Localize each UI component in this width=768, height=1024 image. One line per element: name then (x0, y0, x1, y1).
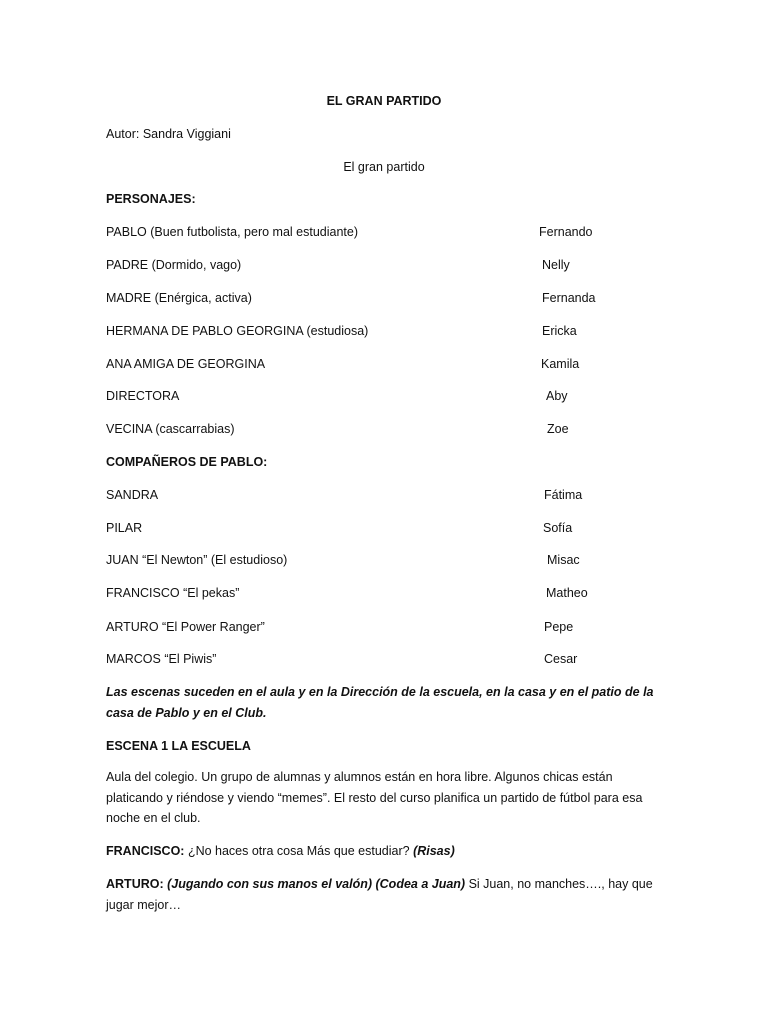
character-role: HERMANA DE PABLO GEORGINA (estudiosa) (106, 324, 369, 338)
character-role: ANA AMIGA DE GEORGINA (106, 357, 266, 371)
classmate-role: PILAR (106, 521, 143, 535)
character-actor: Ericka (542, 324, 577, 338)
dialogue-text: ¿No haces otra cosa Más que estudiar? (184, 844, 414, 858)
classmates-heading: COMPAÑEROS DE PABLO: (106, 455, 268, 469)
stage-direction: (Codea a Juan) (372, 877, 466, 891)
character-role: VECINA (cascarrabias) (106, 422, 235, 436)
characters-heading: PERSONAJES: (106, 192, 196, 206)
character-role: PADRE (Dormido, vago) (106, 258, 242, 272)
classmate-role: SANDRA (106, 488, 159, 502)
character-role: MADRE (Enérgica, activa) (106, 291, 252, 305)
setting-paragraph: Las escenas suceden en el aula y en la Dirección de la escuela, en la casa y en el patio de la casa de Pablo y en el Club. (106, 685, 654, 720)
character-actor: Zoe (547, 422, 569, 436)
classmate-role: ARTURO “El Power Ranger” (106, 620, 265, 634)
classmate-actor: Pepe (544, 620, 574, 634)
character-role: PABLO (Buen futbolista, pero mal estudiante) (106, 225, 358, 239)
classmate-actor: Misac (547, 553, 580, 567)
author-line: Autor: Sandra Viggiani (106, 127, 231, 141)
scene-heading: ESCENA 1 LA ESCUELA (106, 739, 251, 753)
dialogue-text: Si Juan, no manches…., hay que jugar mejor… (106, 877, 653, 912)
dialogue-line (106, 874, 662, 915)
classmate-actor: Matheo (546, 586, 588, 600)
stage-direction: (Jugando con sus manos el valón) (163, 877, 373, 891)
classmate-actor: Sofía (543, 521, 573, 535)
scene-description: Aula del colegio. Un grupo de alumnas y alumnos están en hora libre. Algunos chicas están platicando y riéndose y viendo “memes”. El resto del curso planifica un partido de fútbol para esa noche en el club. (106, 770, 643, 825)
stage-direction: (Risas) (413, 844, 455, 858)
character-actor: Fernando (539, 225, 593, 239)
character-role: DIRECTORA (106, 389, 180, 403)
dialogue-speaker: ARTURO: (106, 877, 164, 891)
character-actor: Fernanda (542, 291, 596, 305)
character-actor: Kamila (541, 357, 580, 371)
document-title: EL GRAN PARTIDO (326, 94, 442, 108)
classmate-role: JUAN “El Newton” (El estudioso) (106, 553, 288, 567)
classmate-role: FRANCISCO “El pekas” (106, 586, 240, 600)
dialogue-speaker: FRANCISCO: (106, 844, 185, 858)
classmate-actor: Fátima (544, 488, 583, 502)
classmate-role: MARCOS “El Piwis” (106, 652, 217, 666)
dialogue-line (106, 841, 662, 862)
classmate-actor: Cesar (544, 652, 578, 666)
character-actor: Nelly (542, 258, 570, 272)
character-actor: Aby (546, 389, 568, 403)
document-subtitle: El gran partido (343, 160, 425, 174)
